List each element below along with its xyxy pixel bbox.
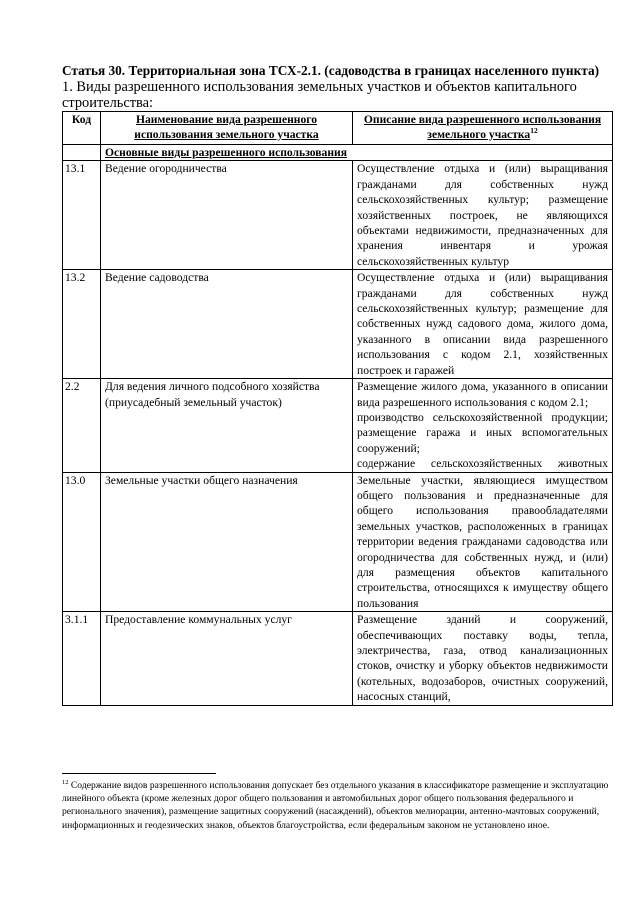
article-title: Статья 30. Территориальная зона ТСХ-2.1. (садоводства в границах населенного пункта) <box>62 63 600 78</box>
article-subtitle: 1. Виды разрешенного использования земельных участков и объектов капитального строительства: <box>62 79 577 111</box>
footnote <box>62 779 612 832</box>
document-page <box>62 62 612 706</box>
header-description <box>353 112 613 145</box>
header-code: Код <box>63 112 101 145</box>
row-description-text: Осуществление отдыха и (или) выращивания гражданами для собственных нужд сельскохозяйственных культур; размещение хозяйственных построек, не являющихся объектами недвижимости, предназначенных для хранения инвентаря и урожая сельскохозяйственных культур <box>357 162 608 268</box>
table-header-row <box>63 112 613 145</box>
footnote-divider <box>62 773 216 774</box>
row-name: Ведение огородничества <box>101 161 353 270</box>
row-code: 13.2 <box>63 270 101 379</box>
header-description-text: Описание вида разрешенного использования земельного участка <box>363 113 602 141</box>
row-description-text: Размещение жилого дома, указанного в описании вида разрешенного использования с кодом 2.1; <box>357 380 608 409</box>
header-name <box>101 112 353 145</box>
row-code: 3.1.1 <box>63 612 101 705</box>
row-code: 2.2 <box>63 379 101 472</box>
row-name: Земельные участки общего назначения <box>101 472 353 612</box>
row-description-text: содержание сельскохозяйственных животных <box>357 457 608 471</box>
row-name: Для ведения личного подсобного хозяйства (приусадебный земельный участок) <box>101 379 353 472</box>
row-description <box>353 379 613 472</box>
section-row <box>63 145 613 161</box>
table-row <box>63 472 613 612</box>
table-row <box>63 379 613 472</box>
row-description-text: Размещение зданий и сооружений, обеспечивающих поставку воды, тепла, электричества, газа, отвод канализационных стоков, очистку и уборку объектов недвижимости (котельных, водозаборов, очистных сооружений, насосных станций, <box>357 613 608 704</box>
row-description <box>353 472 613 612</box>
row-description-text: размещение гаража и иных вспомогательных сооружений; <box>357 426 608 455</box>
section-label: Основные виды разрешенного использования <box>105 146 347 159</box>
row-code: 13.0 <box>63 472 101 612</box>
row-description <box>353 612 613 705</box>
row-description-text: Осуществление отдыха и (или) выращивания гражданами для собственных нужд сельскохозяйственных культур; размещение для собственных нужд садового дома, жилого дома, указанного в описании вида разрешенного использования с кодом 2.1, хозяйственных построек и гаражей <box>357 271 608 377</box>
header-name-text: Наименование вида разрешенного использования земельного участка <box>134 113 319 141</box>
footnote-ref: 12 <box>530 125 538 135</box>
table-row <box>63 161 613 270</box>
row-name: Предоставление коммунальных услуг <box>101 612 353 705</box>
footnote-number: 12 <box>62 779 69 786</box>
footnote-text: Содержание видов разрешенного использования допускает без отдельного указания в классификаторе размещение и эксплуатацию линейного объекта (кроме железных дорог общего пользования и автомобильных дорог общего пользования федерального и регионального значения), размещение защитных сооружений (насаждений), объектов мелиорации, антенно-мачтовых сооружений, информационных и геодезических знаков, объектов благоустройства, если федеральным законом не установлено иное. <box>62 780 609 831</box>
table-row <box>63 612 613 705</box>
row-name: Ведение садоводства <box>101 270 353 379</box>
land-use-table <box>62 111 613 706</box>
row-description-text: производство сельскохозяйственной продукции; <box>357 410 608 424</box>
table-row <box>63 270 613 379</box>
row-description-text: Земельные участки, являющиеся имуществом общего пользования и предназначенные для общего использования правообладателями земельных участков, расположенных в границах территории ведения гражданами садоводства или огородничества для собственных нужд, и (или) для размещения объектов капитального строительства, относящихся к имуществу общего пользования <box>357 473 608 610</box>
row-code: 13.1 <box>63 161 101 270</box>
row-description <box>353 161 613 270</box>
row-description <box>353 270 613 379</box>
